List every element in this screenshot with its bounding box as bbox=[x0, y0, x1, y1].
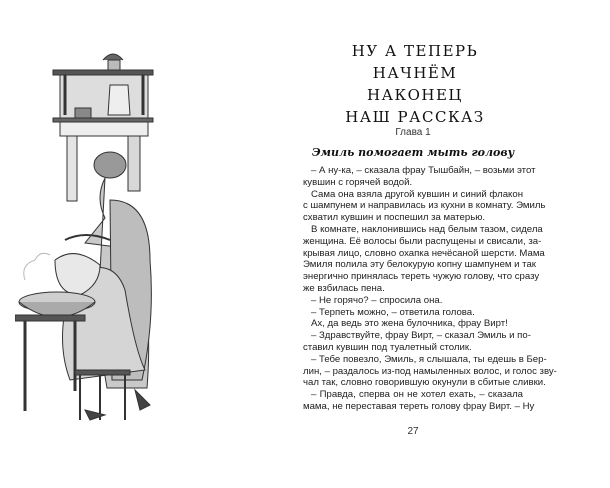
text-line: В комнате, наклонившись над белым тазом, сидела bbox=[311, 223, 543, 235]
text-line: – Правда, сперва он не хотел ехать, – сказала bbox=[311, 389, 523, 401]
page-number: 27 bbox=[407, 426, 419, 437]
chapter-label: Глава 1 bbox=[395, 127, 431, 138]
chapter-heading bbox=[330, 40, 500, 128]
body-text bbox=[303, 165, 557, 413]
text-line: Ах, да ведь это жена булочника, фрау Вирт! bbox=[311, 318, 508, 330]
text-line: же взбилась пена. bbox=[303, 282, 385, 294]
text-line: женщина. Её волосы были распущены и свисали, за- bbox=[303, 235, 542, 247]
text-line: – Не горячо? – спросила она. bbox=[311, 294, 443, 306]
text-line: – Тебе повезло, Эмиль, я слышала, ты едешь в Бер- bbox=[311, 353, 547, 365]
chapter-title: Эмиль помогает мыть голову bbox=[311, 146, 515, 159]
heading-line: НАШ РАССКАЗ bbox=[345, 108, 485, 126]
text-line: мама, не переставая тереть голову фрау Вирт. – Ну bbox=[303, 400, 535, 412]
text-line: схватил кувшин и поспешил за матерью. bbox=[303, 212, 486, 224]
text-line: с шампунем и направилась из кухни в комнату. Эмиль bbox=[303, 200, 546, 212]
text-line: энергично принялась тереть чужую голову, что сразу bbox=[303, 271, 540, 283]
text-line: – Здравствуйте, фрау Вирт, – сказал Эмиль и по- bbox=[311, 330, 531, 342]
text-line: – Терпеть можно, – ответила голова. bbox=[311, 306, 475, 318]
heading-line: НАЧНЁМ НАКОНЕЦ bbox=[367, 64, 463, 104]
text-line: чал так, словно говорившую окунули в сбитые сливки. bbox=[303, 377, 546, 389]
text-line: крывая лицо, словно охапка нечёсаной шерсти. Мама bbox=[303, 247, 545, 259]
illustration-mother-washing-hair bbox=[15, 40, 215, 440]
text-line: – А ну-ка, – сказала фрау Тышбайн, – возьми этот bbox=[311, 165, 536, 176]
text-line: кувшин с горячей водой. bbox=[303, 176, 413, 188]
text-line: лин, – раздалось из-под намыленных волос, и голос зву- bbox=[303, 365, 557, 377]
text-line: Сама она взяла другой кувшин и синий флакон bbox=[311, 188, 523, 200]
text-line: ставил кувшин под туалетный столик. bbox=[303, 341, 472, 353]
heading-line: НУ А ТЕПЕРЬ bbox=[351, 42, 479, 60]
text-line: Эмиля полила эту белокурую копну шампунем и так bbox=[303, 259, 537, 271]
